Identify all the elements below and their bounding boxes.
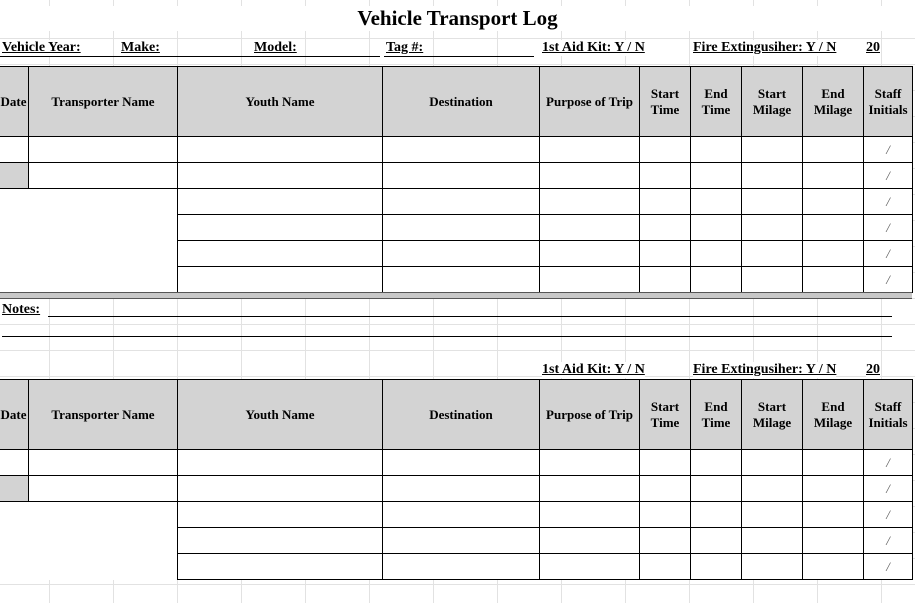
start-milage-cell[interactable] [742,215,803,241]
end-time-cell[interactable] [691,163,742,189]
col-end-milage-line2: Milage [813,414,853,430]
col-end-milage [803,380,864,450]
end-milage-cell[interactable] [803,267,864,293]
col-date: Date [0,380,29,450]
empty-cell [29,554,178,580]
empty-cell [0,267,29,293]
empty-cell [0,554,29,580]
section-separator [0,292,912,299]
end-time-cell[interactable] [691,476,742,502]
end-milage-cell[interactable] [803,528,864,554]
col-end-milage-line1: End [821,398,845,414]
col-purpose-of-trip: Purpose of Trip [540,380,640,450]
empty-cell [0,241,29,267]
col-end-time [691,380,742,450]
end-time-cell[interactable] [691,137,742,163]
empty-cell [29,267,178,293]
start-milage-cell[interactable] [742,502,803,528]
table-row [0,189,913,215]
end-time-cell[interactable] [691,502,742,528]
destination-cell[interactable] [383,241,540,267]
destination-cell[interactable] [383,267,540,293]
purpose-cell[interactable] [540,241,640,267]
staff-initials-cell[interactable]: / [864,554,913,580]
empty-cell [29,241,178,267]
model-label: Model: [254,40,297,55]
end-milage-cell[interactable] [803,554,864,580]
start-time-cell[interactable] [640,476,691,502]
staff-initials-cell[interactable]: / [864,163,913,189]
tag-label: Tag #: [386,40,424,55]
staff-initials-cell[interactable]: / [864,241,913,267]
youth-cell[interactable] [178,163,383,189]
destination-cell[interactable] [383,476,540,502]
page-title-text: Vehicle Transport Log [351,6,563,30]
staff-initials-cell[interactable]: / [864,528,913,554]
transporter-cell[interactable] [29,137,178,163]
end-milage-cell[interactable] [803,163,864,189]
col-start-time-line1: Start [650,85,680,101]
start-time-cell[interactable] [640,189,691,215]
staff-initials-cell[interactable]: / [864,476,913,502]
col-end-milage [803,67,864,137]
col-start-milage [742,67,803,137]
start-time-cell[interactable] [640,528,691,554]
col-date: Date [0,67,29,137]
end-time-cell[interactable] [691,215,742,241]
destination-cell[interactable] [383,450,540,476]
col-start-milage-line2: Milage [752,414,792,430]
purpose-cell[interactable] [540,554,640,580]
transport-log-table-2 [0,379,913,580]
start-time-cell[interactable] [640,163,691,189]
end-time-cell[interactable] [691,554,742,580]
end-milage-cell[interactable] [803,189,864,215]
table-row [0,267,913,293]
table-header-row [0,67,913,137]
start-milage-cell[interactable] [742,450,803,476]
start-time-cell[interactable] [640,450,691,476]
col-staff-initials-line2: Initials [868,414,908,430]
start-milage-cell[interactable] [742,163,803,189]
youth-cell[interactable] [178,502,383,528]
purpose-cell[interactable] [540,528,640,554]
empty-cell [29,189,178,215]
youth-cell[interactable] [178,476,383,502]
empty-cell [0,502,29,528]
youth-cell[interactable] [178,450,383,476]
notes-label: Notes: [2,302,41,317]
start-time-cell[interactable] [640,502,691,528]
table-row [0,502,913,528]
col-youth-name: Youth Name [178,380,383,450]
tag-underline [384,56,534,57]
date-cell[interactable] [0,450,29,476]
col-end-time-line1: End [704,85,728,101]
empty-cell [29,502,178,528]
destination-cell[interactable] [383,502,540,528]
date-cell[interactable] [0,163,29,189]
col-end-time [691,67,742,137]
destination-cell[interactable] [383,137,540,163]
empty-cell [29,528,178,554]
col-destination: Destination [383,380,540,450]
table-row [0,137,913,163]
col-staff-initials [864,380,913,450]
start-milage-cell[interactable] [742,528,803,554]
purpose-cell[interactable] [540,189,640,215]
end-milage-cell[interactable] [803,241,864,267]
purpose-cell[interactable] [540,137,640,163]
col-start-milage-line1: Start [757,85,787,101]
purpose-cell[interactable] [540,267,640,293]
transport-log-table-1 [0,66,913,293]
start-time-cell[interactable] [640,554,691,580]
first-aid-kit-label: 1st Aid Kit: Y / N [542,40,645,55]
destination-cell[interactable] [383,554,540,580]
col-transporter-name: Transporter Name [29,67,178,137]
col-staff-initials-line1: Staff [874,398,902,414]
start-time-cell[interactable] [640,215,691,241]
col-staff-initials-line1: Staff [874,85,902,101]
start-milage-cell[interactable] [742,137,803,163]
start-milage-cell[interactable] [742,476,803,502]
youth-cell[interactable] [178,267,383,293]
end-time-cell[interactable] [691,528,742,554]
table-row [0,450,913,476]
youth-cell[interactable] [178,528,383,554]
start-milage-cell[interactable] [742,241,803,267]
fire-extinguisher-label: Fire Extingusiher: Y / N [693,40,837,55]
end-milage-cell[interactable] [803,450,864,476]
notes-line-1[interactable] [48,316,892,317]
start-milage-cell[interactable] [742,554,803,580]
col-end-time-line1: End [704,398,728,414]
end-milage-cell[interactable] [803,476,864,502]
purpose-cell[interactable] [540,502,640,528]
make-label: Make: [121,40,160,55]
year-prefix-label: 20 [866,40,880,55]
end-time-cell[interactable] [691,450,742,476]
col-start-milage-line2: Milage [752,101,792,117]
first-aid-kit-label-2: 1st Aid Kit: Y / N [542,362,645,377]
table-row [0,476,913,502]
start-time-cell[interactable] [640,137,691,163]
end-time-cell[interactable] [691,241,742,267]
col-youth-name: Youth Name [178,67,383,137]
end-time-cell[interactable] [691,189,742,215]
staff-initials-cell[interactable]: / [864,267,913,293]
col-end-time-line2: Time [701,101,731,117]
date-cell[interactable] [0,137,29,163]
end-milage-cell[interactable] [803,502,864,528]
empty-cell [0,528,29,554]
start-time-cell[interactable] [640,267,691,293]
col-staff-initials [864,67,913,137]
youth-cell[interactable] [178,189,383,215]
empty-cell [29,215,178,241]
purpose-cell[interactable] [540,163,640,189]
col-start-milage-line1: Start [757,398,787,414]
staff-initials-cell[interactable]: / [864,502,913,528]
start-milage-cell[interactable] [742,267,803,293]
purpose-cell[interactable] [540,476,640,502]
col-staff-initials-line2: Initials [868,101,908,117]
start-time-cell[interactable] [640,241,691,267]
empty-cell [0,189,29,215]
youth-cell[interactable] [178,554,383,580]
col-start-time-line1: Start [650,398,680,414]
start-milage-cell[interactable] [742,189,803,215]
staff-initials-cell[interactable]: / [864,137,913,163]
year-prefix-label-2: 20 [866,362,880,377]
destination-cell[interactable] [383,528,540,554]
col-transporter-name: Transporter Name [29,380,178,450]
end-milage-cell[interactable] [803,137,864,163]
youth-cell[interactable] [178,137,383,163]
col-purpose-of-trip: Purpose of Trip [540,67,640,137]
table-row [0,528,913,554]
table-row [0,554,913,580]
table-header-row [0,380,913,450]
col-end-milage-line2: Milage [813,101,853,117]
end-milage-cell[interactable] [803,215,864,241]
transporter-cell[interactable] [29,476,178,502]
col-end-time-line2: Time [701,414,731,430]
destination-cell[interactable] [383,163,540,189]
notes-line-2[interactable] [2,336,892,337]
table-row [0,163,913,189]
table-row [0,215,913,241]
staff-initials-cell[interactable]: / [864,450,913,476]
destination-cell[interactable] [383,215,540,241]
purpose-cell[interactable] [540,215,640,241]
col-end-milage-line1: End [821,85,845,101]
transporter-cell[interactable] [29,163,178,189]
col-start-time [640,380,691,450]
destination-cell[interactable] [383,189,540,215]
page-title [0,6,915,31]
date-cell[interactable] [0,476,29,502]
col-start-time [640,67,691,137]
vehicle-year-label: Vehicle Year: [2,40,81,55]
vehicle-info-underline [0,56,380,57]
col-destination: Destination [383,67,540,137]
staff-initials-cell[interactable]: / [864,189,913,215]
youth-cell[interactable] [178,215,383,241]
transporter-cell[interactable] [29,450,178,476]
table-row [0,241,913,267]
col-start-milage [742,380,803,450]
purpose-cell[interactable] [540,450,640,476]
end-time-cell[interactable] [691,267,742,293]
empty-cell [0,215,29,241]
col-start-time-line2: Time [650,414,680,430]
fire-extinguisher-label-2: Fire Extingusiher: Y / N [693,362,837,377]
col-start-time-line2: Time [650,101,680,117]
youth-cell[interactable] [178,241,383,267]
staff-initials-cell[interactable]: / [864,215,913,241]
